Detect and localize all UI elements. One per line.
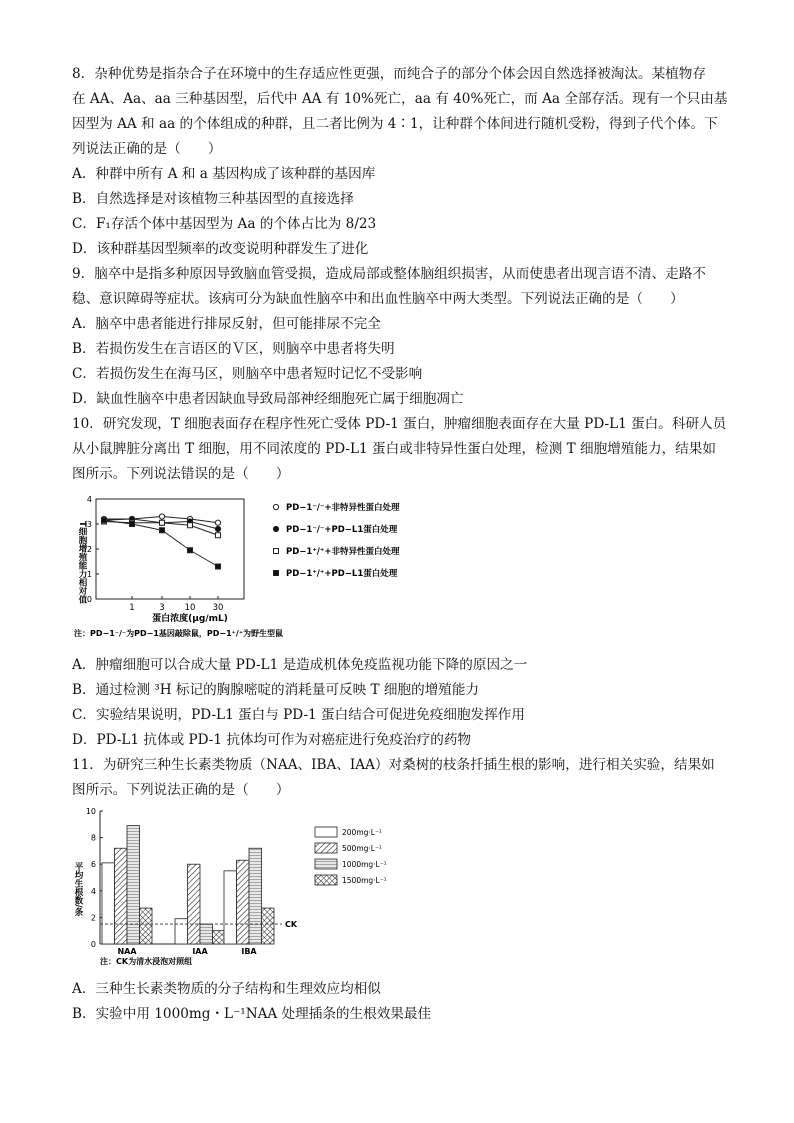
chart2-ck-label: CK <box>285 920 298 930</box>
chart2-y-tick-label: 6 <box>90 860 96 870</box>
chart2-bar <box>140 908 153 944</box>
chart1-x-axis-label: 蛋白浓度(μg/mL) <box>152 614 228 624</box>
question-8 <box>72 62 728 262</box>
q9-option-c: C．若损伤发生在海马区，则脑卒中患者短时记忆不受影响 <box>72 366 423 382</box>
chart2-bar <box>127 826 140 944</box>
chart2-bar <box>249 848 262 944</box>
chart1-data-point <box>130 522 135 527</box>
chart1-y-tick-label: 1 <box>86 570 92 579</box>
chart1-plot-frame <box>96 499 244 599</box>
chart1-y-tick-label: 0 <box>86 595 92 604</box>
chart2-bar <box>213 931 226 944</box>
chart1-x-tick-label: 10 <box>184 603 196 613</box>
chart2-legend-label: 1000mg·L⁻¹ <box>342 860 387 869</box>
chart2-bar <box>200 924 213 944</box>
chart2-bar <box>224 871 237 944</box>
chart2-y-axis-label: 平均生根数/条 <box>73 862 83 917</box>
chart2-legend-swatch <box>315 875 337 885</box>
q8-option-d: D．该种群基因型频率的改变说明种群发生了进化 <box>72 241 369 257</box>
q8-option-a: A．种群中所有 A 和 a 基因构成了该种群的基因库 <box>72 166 376 182</box>
tcell-proliferation-chart <box>72 493 724 651</box>
chart2-bar <box>188 864 201 944</box>
rooting-figure <box>72 807 724 975</box>
chart1-y-tick-label: 4 <box>86 495 92 504</box>
q8-line: 列说法正确的是（ ） <box>72 141 222 157</box>
chart2-y-tick-label: 2 <box>90 913 96 923</box>
chart2-note: 注：CK为清水浸泡对照组 <box>100 957 193 966</box>
chart2-legend-label: 500mg·L⁻¹ <box>342 844 382 853</box>
chart2-legend-swatch <box>315 827 337 837</box>
chart1-data-point <box>160 528 165 533</box>
chart1-y-tick-label: 2 <box>86 545 92 554</box>
tcell-proliferation-figure <box>72 493 724 651</box>
chart1-legend-label: PD−1⁺/⁺+PD−L1蛋白处理 <box>286 569 398 579</box>
chart2-legend-label: 200mg·L⁻¹ <box>342 828 382 837</box>
q11-line: 图所示。下列说法正确的是（ ） <box>72 782 290 798</box>
q9-option-d: D．缺血性脑卒中患者因缺血导致局部神经细胞死亡属于细胞凋亡 <box>72 391 464 407</box>
chart1-legend-label: PD−1⁻/⁻+PD−L1蛋白处理 <box>286 525 398 535</box>
chart1-legend-marker <box>274 549 279 554</box>
question-11 <box>72 753 724 1027</box>
chart2-bar <box>175 919 188 944</box>
chart2-y-tick-label: 8 <box>90 833 96 843</box>
q11-line: 11．为研究三种生长素类物质（NAA、IBA、IAA）对桑树的枝条扦插生根的影响，进行相关实验，结果如 <box>72 757 715 773</box>
chart2-bar <box>102 863 115 944</box>
chart1-legend-marker <box>273 504 278 509</box>
chart2-bar <box>115 848 128 944</box>
q10-option-c: C．实验结果说明，PD-L1 蛋白与 PD-1 蛋白结合可促进免疫细胞发挥作用 <box>72 707 525 723</box>
chart1-data-point <box>216 564 221 569</box>
chart2-bar <box>237 860 250 944</box>
chart2-category-label: IBA <box>241 947 257 956</box>
chart2-category-label: IAA <box>192 947 208 956</box>
q9-option-b: B．若损伤发生在言语区的Ｖ区，则脑卒中患者将失明 <box>72 341 395 357</box>
chart1-y-axis-label: T细胞增殖能力相对值 <box>77 521 87 604</box>
chart1-data-point <box>215 520 220 525</box>
chart2-category-label: NAA <box>117 947 137 956</box>
chart2-bar <box>262 908 275 944</box>
q10-option-a: A．肿瘤细胞可以合成大量 PD-L1 是造成机体免疫监视功能下降的原因之一 <box>72 657 528 673</box>
q8-option-b: B．自然选择是对该植物三种基因型的直接选择 <box>72 191 354 207</box>
chart1-data-point <box>216 533 221 538</box>
question-10 <box>72 412 727 753</box>
chart1-data-point <box>102 518 107 523</box>
chart1-data-point <box>215 526 220 531</box>
chart1-x-tick-label: 1 <box>129 603 135 613</box>
q10-line: 10．研究发现，T 细胞表面存在程序性死亡受体 PD-1 蛋白，肿瘤细胞表面存在大量 PD-L1 蛋白。科研人员 <box>72 416 727 432</box>
chart2-y-tick-label: 4 <box>90 886 96 896</box>
q8-option-c: C．F₁存活个体中基因型为 Aa 的个体占比为 8/23 <box>72 216 377 232</box>
chart2-legend-swatch <box>315 843 337 853</box>
chart1-x-tick-label: 30 <box>212 603 224 613</box>
chart2-y-tick-label: 0 <box>90 940 96 949</box>
q10-option-d: D．PD-L1 抗体或 PD-1 抗体均可作为对癌症进行免疫治疗的药物 <box>72 732 472 748</box>
chart1-legend-marker <box>273 526 278 531</box>
q9-option-a: A．脑卒中患者能进行排尿反射，但可能排尿不完全 <box>72 316 381 332</box>
chart1-legend-label: PD−1⁺/⁺+非特异性蛋白处理 <box>286 547 400 557</box>
chart1-data-point <box>160 520 165 525</box>
chart1-series-line <box>104 520 218 566</box>
chart1-data-point <box>188 523 193 528</box>
chart2-legend-label: 1500mg·L⁻¹ <box>342 876 387 885</box>
q8-line: 因型为 AA 和 aa 的个体组成的种群，且二者比例为 4∶1，让种群个体间进行随机受粉，得到子代个体。下 <box>72 116 718 132</box>
q9-line: 稳、意识障碍等症状。该病可分为缺血性脑卒中和出血性脑卒中两大类型。下列说法正确的是（ ） <box>72 291 684 307</box>
q8-line: 在 AA、Aa、aa 三种基因型，后代中 AA 有 10%死亡，aa 有 40%死亡，而 Aa 全部存活。现有一个只由基 <box>72 91 728 107</box>
question-9 <box>72 262 724 412</box>
chart1-legend-marker <box>274 571 279 576</box>
chart1-legend-label: PD−1⁻/⁻+非特异性蛋白处理 <box>286 503 400 513</box>
q9-line: 9．脑卒中是指多种原因导致脑血管受损，造成局部或整体脑组织损害，从而使患者出现言语不清、走路不 <box>72 266 706 282</box>
q8-line: 8．杂种优势是指杂合子在环境中的生存适应性更强，而纯合子的部分个体会因自然选择被淘汰。某植物存 <box>72 66 706 82</box>
chart1-note: 注：PD−1⁻/⁻为PD−1基因敲除鼠，PD−1⁺/⁺为野生型鼠 <box>74 629 284 638</box>
q11-option-b: B．实验中用 1000mg・L⁻¹NAA 处理插条的生根效果最佳 <box>72 1006 432 1022</box>
chart1-x-tick-label: 3 <box>159 603 165 613</box>
q10-line: 从小鼠脾脏分离出 T 细胞，用不同浓度的 PD-L1 蛋白或非特异性蛋白处理，检测 T 细胞增殖能力，结果如 <box>72 441 716 457</box>
q10-option-b: B．通过检测 ³H 标记的胸腺嘧啶的消耗量可反映 T 细胞的增殖能力 <box>72 682 480 698</box>
q11-option-a: A．三种生长素类物质的分子结构和生理效应均相似 <box>72 981 381 997</box>
chart1-y-tick-label: 3 <box>86 520 92 529</box>
chart1-data-point <box>188 548 193 553</box>
rooting-bar-chart <box>72 807 724 975</box>
chart1-data-point <box>159 514 164 519</box>
q10-line: 图所示。下列说法错误的是（ ） <box>72 466 290 482</box>
chart2-y-tick-label: 10 <box>85 807 96 816</box>
chart2-legend-swatch <box>315 859 337 869</box>
